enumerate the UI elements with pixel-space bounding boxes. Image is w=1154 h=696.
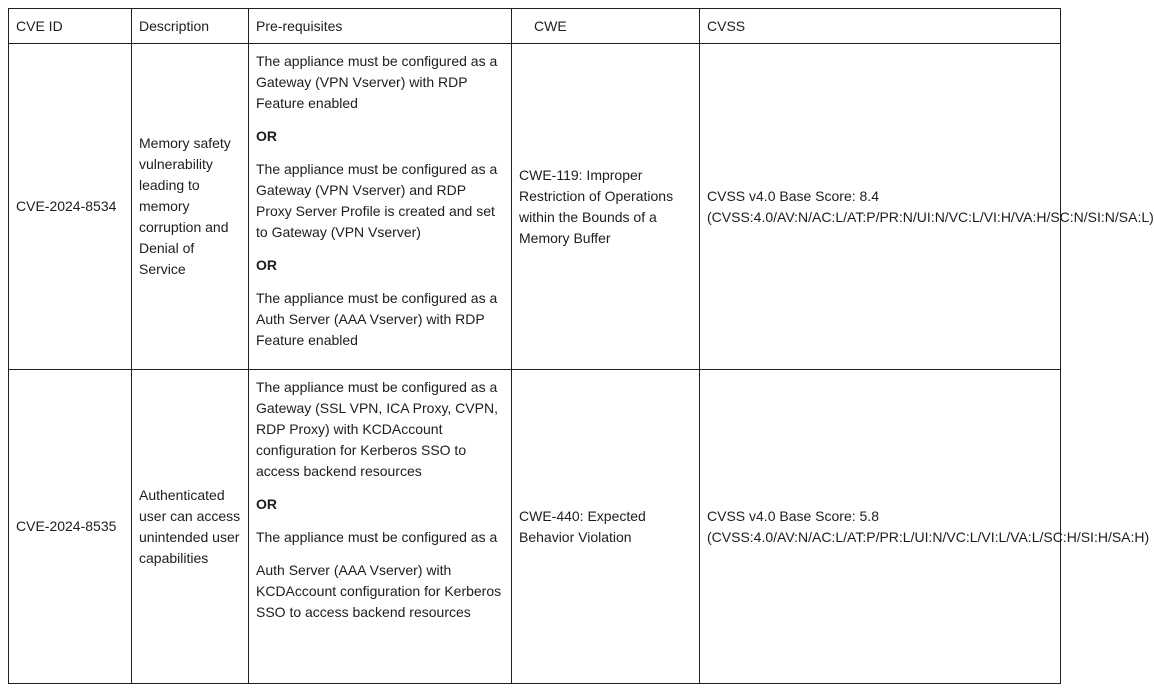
cvss-vector: (CVSS:4.0/AV:N/AC:L/AT:P/PR:N/UI:N/VC:L/VI:H/VA:H/SC:N/SI:N/SA:L) [707, 208, 1154, 225]
header-description: Description [132, 9, 249, 44]
cell-cwe: CWE-440: Expected Behavior Violation [512, 370, 700, 684]
header-cwe: CWE [512, 9, 700, 44]
prerequisite-text: The appliance must be configured as a Gateway (VPN Vserver) and RDP Proxy Server Profile is created and set to Gateway (VPN Vserver) [256, 161, 498, 240]
cell-prerequisites [249, 44, 512, 370]
header-prerequisites: Pre-requisites [249, 9, 512, 44]
cell-cve-id: CVE-2024-8534 [9, 44, 132, 370]
cve-table [8, 8, 1154, 684]
table-header-row [9, 9, 1061, 44]
header-cvss: CVSS [700, 9, 1061, 44]
prerequisite-text: The appliance must be configured as a [256, 529, 498, 545]
cell-cwe: CWE-119: Improper Restriction of Operations within the Bounds of a Memory Buffer [512, 44, 700, 370]
cell-description: Authenticated user can access unintended user capabilities [132, 370, 249, 684]
table-row [9, 370, 1061, 684]
cell-cvss [700, 44, 1154, 370]
header-cve-id: CVE ID [9, 9, 132, 44]
prerequisite-text: The appliance must be configured as a Gateway (VPN Vserver) with RDP Feature enabled [256, 53, 498, 111]
prerequisite-text: The appliance must be configured as a Auth Server (AAA Vserver) with RDP Feature enabled [256, 290, 498, 348]
cell-description: Memory safety vulnerability leading to memory corruption and Denial of Service [132, 44, 249, 370]
cvss-score: CVSS v4.0 Base Score: 8.4 [707, 187, 879, 204]
table-row [9, 44, 1061, 370]
cell-prerequisites [249, 370, 512, 684]
cell-cvss [700, 370, 1150, 684]
prerequisite-or: OR [256, 496, 277, 512]
cvss-vector: (CVSS:4.0/AV:N/AC:L/AT:P/PR:L/UI:N/VC:L/VI:L/VA:L/SC:H/SI:H/SA:H) [707, 528, 1150, 545]
prerequisite-text: Auth Server (AAA Vserver) with KCDAccount configuration for Kerberos SSO to access backend resources [256, 562, 502, 620]
prerequisite-or: OR [256, 257, 277, 273]
prerequisite-or: OR [256, 128, 277, 144]
cvss-score: CVSS v4.0 Base Score: 5.8 [707, 507, 879, 524]
prerequisite-text: The appliance must be configured as a Gateway (SSL VPN, ICA Proxy, CVPN, RDP Proxy) with KCDAccount configuration for Kerberos SSO to access backend resources [256, 379, 498, 479]
cell-cve-id: CVE-2024-8535 [9, 370, 132, 684]
